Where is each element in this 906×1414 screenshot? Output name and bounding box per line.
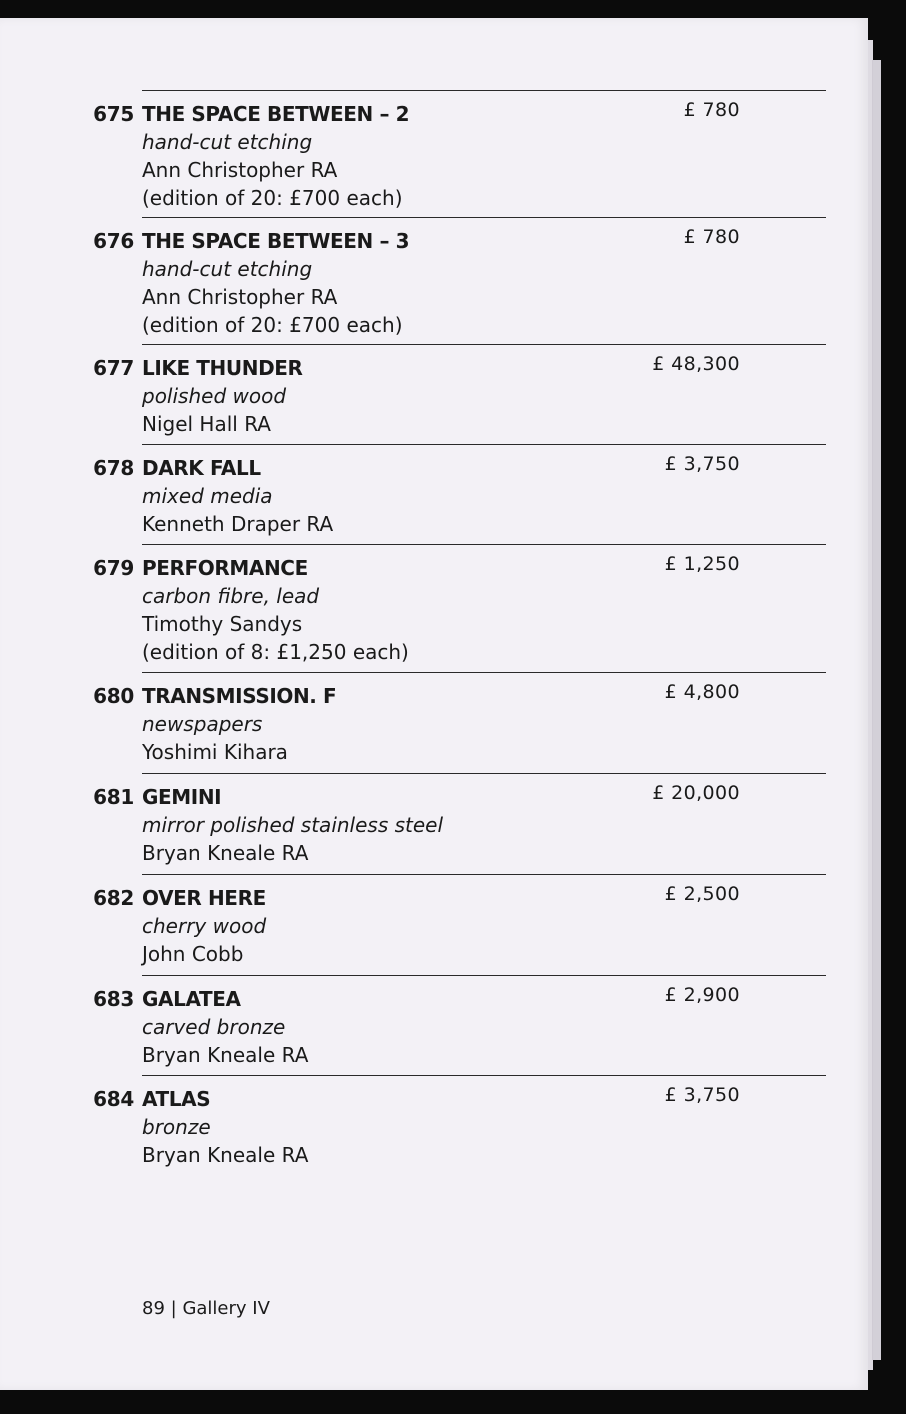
entry-divider (142, 1075, 826, 1076)
entry-artist: Ann Christopher RA (142, 285, 338, 309)
entry-number: 680 (93, 684, 134, 708)
entry-price: £ 48,300 (652, 353, 740, 375)
entry-number: 679 (93, 556, 134, 580)
entry-number: 682 (93, 886, 134, 910)
footer-separator: | (170, 1298, 177, 1319)
entry-divider (142, 217, 826, 218)
entry-number: 675 (93, 102, 134, 126)
entry-divider (142, 773, 826, 774)
entry-medium: mixed media (142, 484, 273, 508)
entry-number: 683 (93, 987, 134, 1011)
entry-price: £ 1,250 (664, 553, 740, 575)
entry-artist: Bryan Kneale RA (142, 1143, 309, 1167)
entry-title: THE SPACE BETWEEN – 3 (142, 229, 410, 253)
entry-edition: (edition of 8: £1,250 each) (142, 640, 409, 664)
entry-price: £ 2,900 (664, 984, 740, 1006)
entry-artist: John Cobb (142, 942, 244, 966)
entry-divider (142, 90, 826, 91)
entry-divider (142, 544, 826, 545)
page-footer (142, 1298, 270, 1319)
entry-artist: Bryan Kneale RA (142, 1043, 309, 1067)
entry-divider (142, 444, 826, 445)
entry-number: 681 (93, 785, 134, 809)
entry-price: £ 3,750 (664, 453, 740, 475)
entry-price: £ 20,000 (652, 782, 740, 804)
entry-artist: Bryan Kneale RA (142, 841, 309, 865)
entry-medium: bronze (142, 1115, 211, 1139)
entry-price: £ 2,500 (664, 883, 740, 905)
entry-artist: Timothy Sandys (142, 612, 303, 636)
entry-title: PERFORMANCE (142, 556, 308, 580)
entry-title: GALATEA (142, 987, 241, 1011)
entry-medium: cherry wood (142, 914, 267, 938)
entry-price: £ 780 (683, 226, 740, 248)
entry-medium: polished wood (142, 384, 287, 408)
entry-divider (142, 975, 826, 976)
entry-title: THE SPACE BETWEEN – 2 (142, 102, 410, 126)
entry-edition: (edition of 20: £700 each) (142, 313, 403, 337)
entry-price: £ 4,800 (664, 681, 740, 703)
entry-artist: Nigel Hall RA (142, 412, 271, 436)
entry-title: TRANSMISSION. F (142, 684, 337, 708)
entry-medium: hand-cut etching (142, 130, 313, 154)
entry-medium: carbon fibre, lead (142, 584, 320, 608)
entry-divider (142, 874, 826, 875)
entry-medium: newspapers (142, 712, 263, 736)
entry-title: DARK FALL (142, 456, 261, 480)
section-name: Gallery IV (182, 1298, 270, 1319)
entry-divider (142, 672, 826, 673)
entry-price: £ 3,750 (664, 1084, 740, 1106)
entry-medium: carved bronze (142, 1015, 286, 1039)
entry-divider (142, 344, 826, 345)
entry-artist: Yoshimi Kihara (142, 740, 288, 764)
entry-number: 676 (93, 229, 134, 253)
entry-medium: hand-cut etching (142, 257, 313, 281)
entry-artist: Kenneth Draper RA (142, 512, 334, 536)
page-number: 89 (142, 1298, 165, 1319)
entry-title: ATLAS (142, 1087, 211, 1111)
entry-number: 677 (93, 356, 134, 380)
entry-title: OVER HERE (142, 886, 266, 910)
entry-artist: Ann Christopher RA (142, 158, 338, 182)
entry-number: 678 (93, 456, 134, 480)
entry-medium: mirror polished stainless steel (142, 813, 444, 837)
entry-title: LIKE THUNDER (142, 356, 303, 380)
entry-price: £ 780 (683, 99, 740, 121)
entry-number: 684 (93, 1087, 134, 1111)
entry-edition: (edition of 20: £700 each) (142, 186, 403, 210)
entry-title: GEMINI (142, 785, 222, 809)
